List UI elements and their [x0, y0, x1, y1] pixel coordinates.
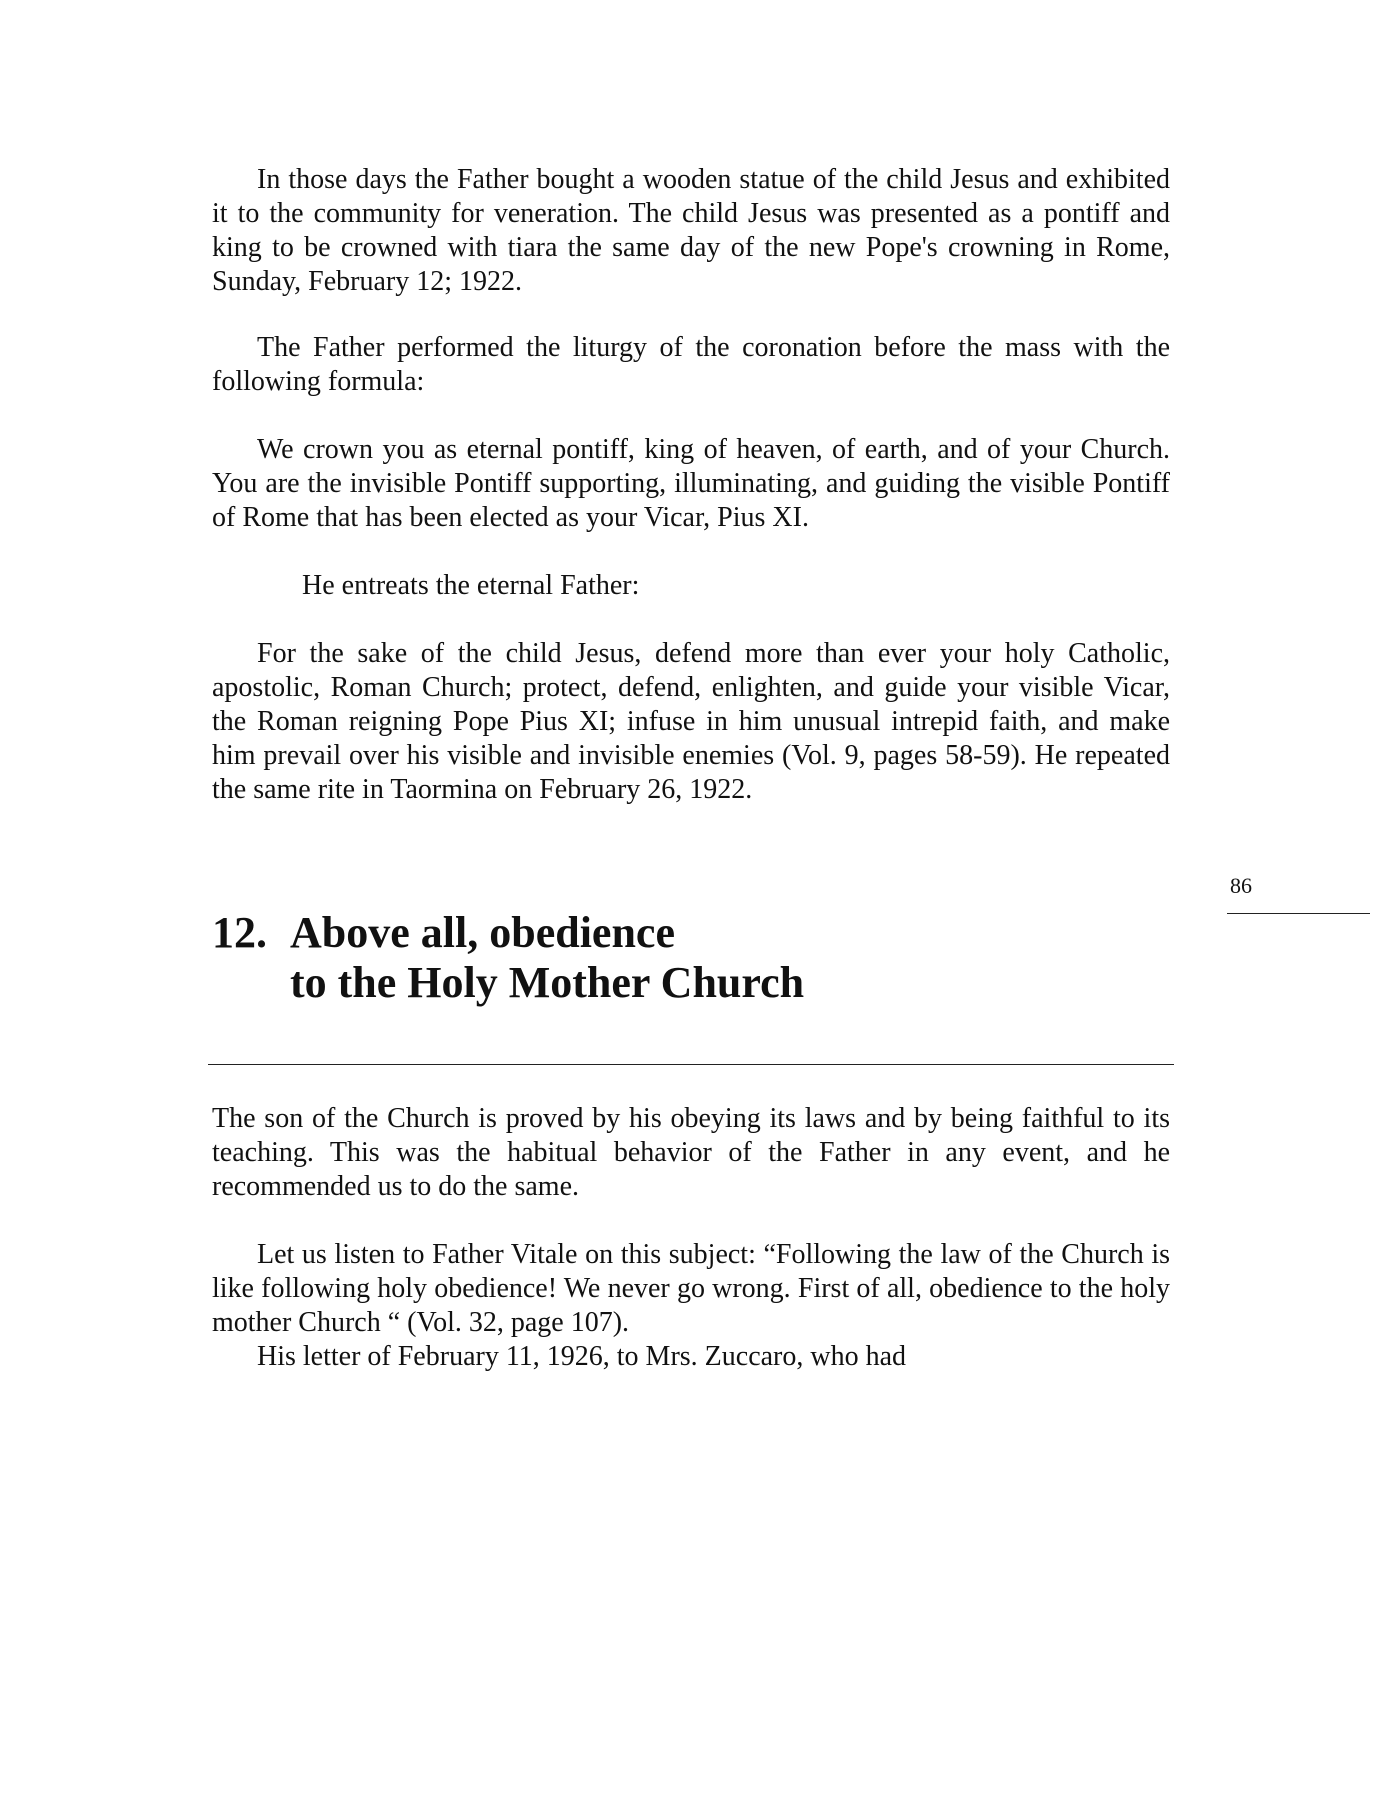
chapter-divider	[208, 1064, 1174, 1065]
paragraph-prayer-for-church: For the sake of the child Jesus, defend more than ever your holy Catholic, apostolic, Roman Church; protect, defend, enlighten, and guide your visible Vicar, the Roman reigning Pope Pius XI; infuse in him unusual intrepid faith, and make him prevail over his visible and invisible enemies (Vol. 9, pages 58-59). He repeated the same rite in Taormina on February 26, 1922.	[212, 638, 1170, 805]
paragraph-statue-of-child-jesus: In those days the Father bought a wooden statue of the child Jesus and exhibited it to the community for veneration. The child Jesus was presented as a pontiff and king to be crowned with tiara the same day of the new Pope's crowning in Rome, Sunday, February 12; 1922.	[212, 164, 1170, 297]
chapter-title	[290, 908, 804, 1008]
chapter-title-line-2: to the Holy Mother Church	[290, 958, 805, 1007]
page-number: 86	[1230, 873, 1252, 898]
paragraph-son-of-church: The son of the Church is proved by his obeying its laws and by being faithful to its teaching. This was the habitual behavior of the Father in any event, and he recommended us to do the same.	[212, 1103, 1170, 1202]
paragraph-coronation-formula: We crown you as eternal pontiff, king of heaven, of earth, and of your Church. You are the invisible Pontiff supporting, illuminating, and guiding the visible Pontiff of Rome that has been elected as your Vicar, Pius XI.	[212, 434, 1170, 533]
chapter-title-line-1: Above all, obedience	[290, 908, 675, 957]
page-number-rule	[1227, 913, 1370, 914]
paragraph-coronation-liturgy: The Father performed the liturgy of the coronation before the mass with the following formula:	[212, 332, 1170, 397]
paragraph-letter-zuccaro: His letter of February 11, 1926, to Mrs. Zuccaro, who had	[257, 1341, 907, 1372]
paragraph-entreats-father: He entreats the eternal Father:	[302, 570, 640, 601]
chapter-number: 12.	[212, 908, 267, 957]
paragraph-father-vitale-quote: Let us listen to Father Vitale on this subject: “Following the law of the Church is like following holy obedience! We never go wrong. First of all, obedience to the holy mother Church “ (Vol. 32, page 107).	[212, 1239, 1170, 1338]
